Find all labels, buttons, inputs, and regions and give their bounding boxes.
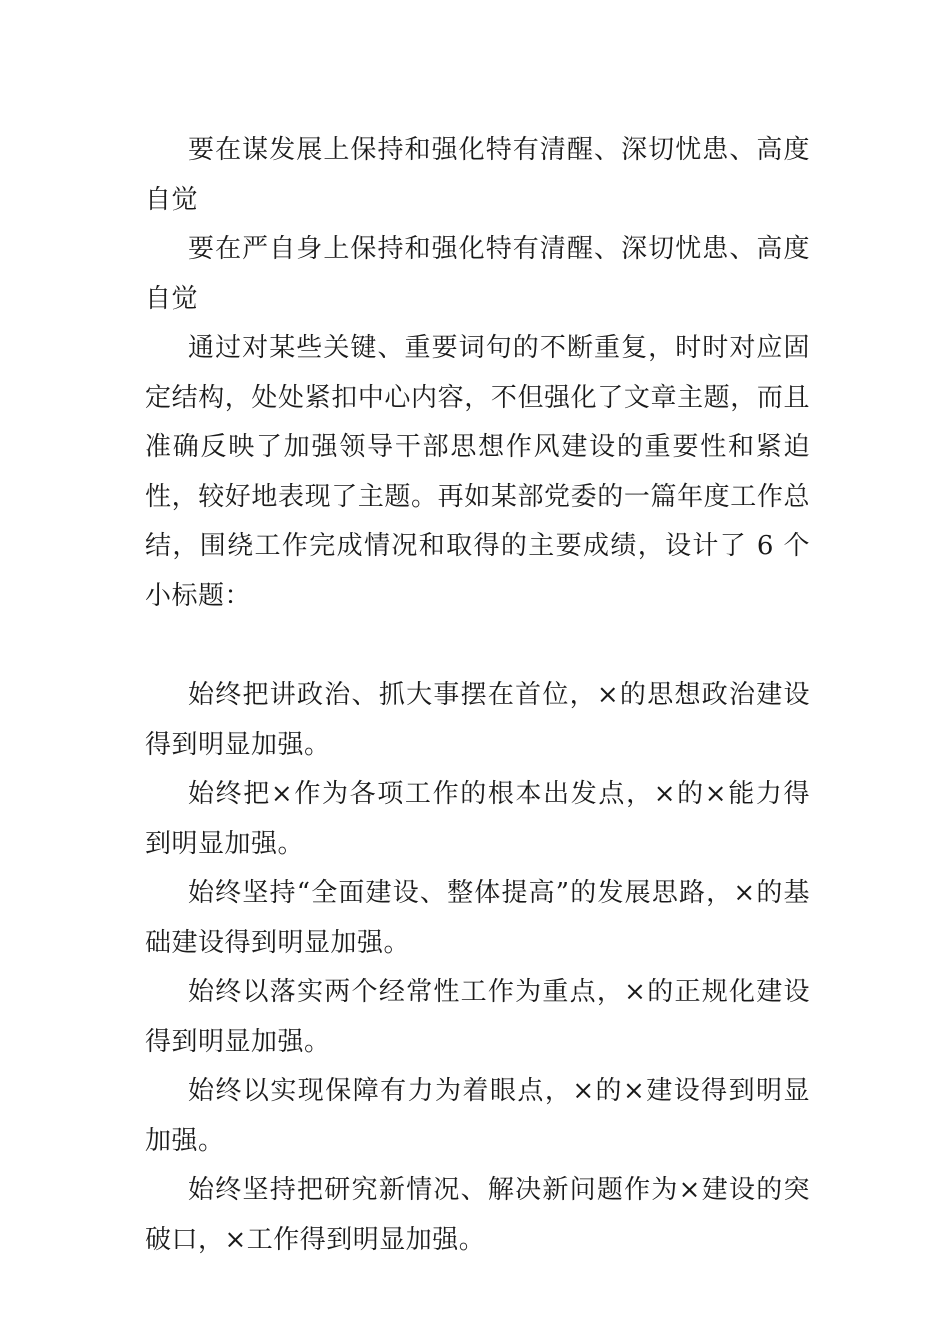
- subheading-item: 始终以落实两个经常性工作为重点，×的正规化建设得到明显加强。: [145, 977, 810, 1057]
- blank-line: [145, 621, 810, 671]
- paragraph: 通过对某些关键、重要词句的不断重复，时时对应固定结构，处处紧扣中心内容，不但强化了文章主题，而且准确反映了加强领导干部思想作风建设的重要性和紧迫性，较好地表现了主题。再如某部党委的一篇年度工作总结，围绕工作完成情况和取得的主要成绩，设计了 6 个小标题：: [145, 333, 810, 611]
- subheading-item: 始终把×作为各项工作的根本出发点，×的×能力得到明显加强。: [145, 779, 810, 859]
- subheading-item: 始终坚持“全面建设、整体提高”的发展思路，×的基础建设得到明显加强。: [145, 878, 810, 958]
- paragraph: 要在严自身上保持和强化特有清醒、深切忧患、高度自觉: [145, 234, 810, 314]
- document-body: [145, 126, 810, 1265]
- subheading-item: 始终以实现保障有力为着眼点，×的×建设得到明显加强。: [145, 1076, 810, 1156]
- paragraph: 要在谋发展上保持和强化特有清醒、深切忧患、高度自觉: [145, 135, 810, 215]
- subheading-item: 始终把讲政治、抓大事摆在首位，×的思想政治建设得到明显加强。: [145, 680, 810, 760]
- subheading-item: 始终坚持把研究新情况、解决新问题作为×建设的突破口，×工作得到明显加强。: [145, 1175, 810, 1255]
